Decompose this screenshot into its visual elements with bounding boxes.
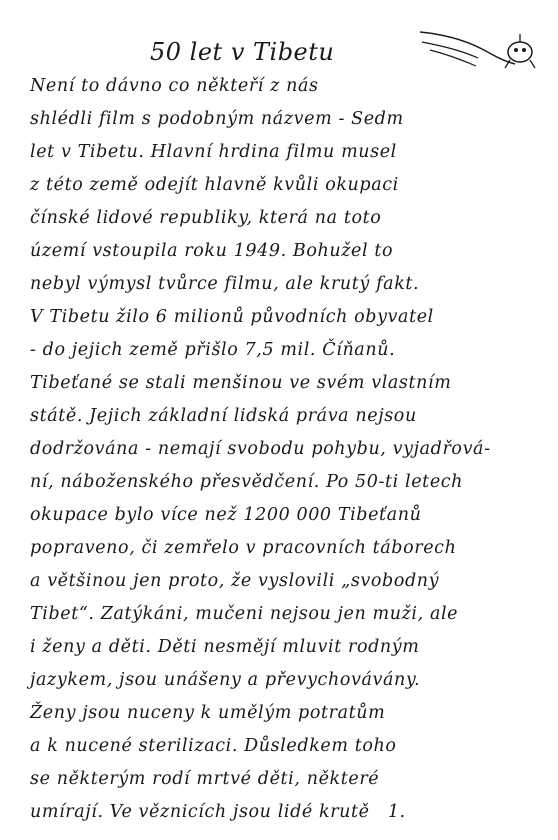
text-line: Tibet“. Zatýkáni, mučeni nejsou jen muži, ale — [30, 604, 459, 624]
text-line: z této země odejít hlavně kvůli okupaci — [30, 175, 399, 195]
text-line: Ženy jsou nuceny k umělým potratům — [30, 703, 386, 723]
text-line: Není to dávno co někteří z nás — [30, 76, 319, 96]
text-line: dodržována - nemají svobodu pohybu, vyjadřová- — [30, 439, 491, 459]
text-line: V Tibetu žilo 6 milionů původních obyvatel — [30, 307, 434, 327]
text-line: jazykem, jsou unášeny a převychovávány. — [30, 670, 421, 690]
text-line: čínské lidové republiky, která na toto — [30, 208, 382, 228]
page-title: 50 let v Tibetu — [150, 38, 335, 66]
text-line — [30, 796, 550, 829]
text-line: ní, náboženského přesvědčení. Po 50-ti letech — [30, 472, 464, 492]
text-line: Tibeťané se stali menšinou ve svém vlastním — [30, 373, 452, 393]
end-mark: 1. — [387, 802, 406, 822]
text-line: se některým rodí mrtvé děti, některé — [30, 769, 380, 789]
text-line: a většinou jen proto, že vyslovili „svobodný — [30, 571, 440, 591]
text-line: nebyl výmysl tvůrce filmu, ale krutý fakt. — [30, 274, 420, 294]
text-line: - do jejich země přišlo 7,5 mil. Číňanů. — [30, 340, 396, 360]
last-line-text: umírají. Ve věznicích jsou lidé krutě — [30, 802, 370, 822]
text-line: území vstoupila roku 1949. Bohužel to — [30, 241, 394, 261]
text-line: shlédli film s podobným názvem - Sedm — [30, 109, 404, 129]
body-text — [30, 70, 550, 829]
text-line: i ženy a děti. Děti nesmějí mluvit rodným — [30, 637, 420, 657]
text-line: okupace bylo více než 1200 000 Tibeťanů — [30, 505, 422, 525]
text-line: státě. Jejich základní lidská práva nejsou — [30, 406, 417, 426]
text-line: popraveno, či zemřelo v pracovních táborech — [30, 538, 457, 558]
text-line: a k nucené sterilizaci. Důsledkem toho — [30, 736, 397, 756]
text-line: let v Tibetu. Hlavní hrdina filmu musel — [30, 142, 397, 162]
